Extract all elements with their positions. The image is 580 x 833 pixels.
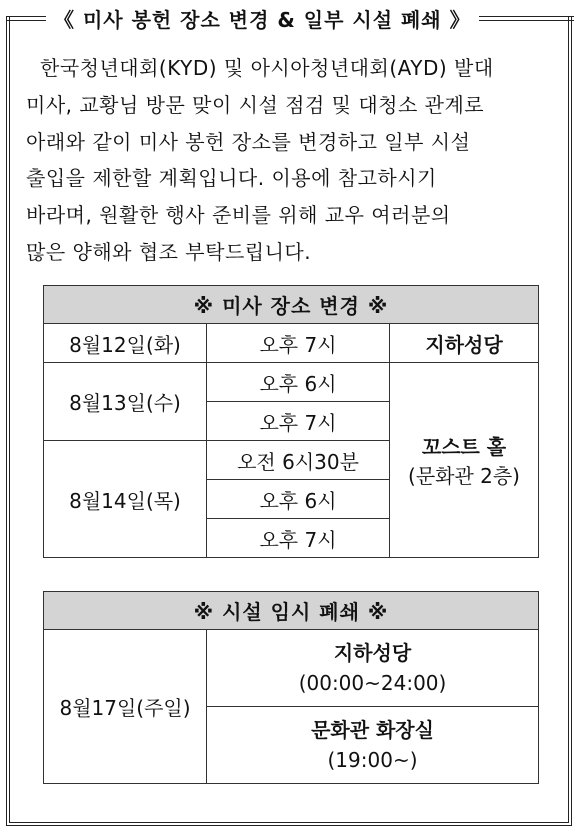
mass-time-cell: 오후 7시: [207, 519, 390, 558]
notice-body: [26, 50, 556, 271]
body-line: 아래와 같이 미사 봉헌 장소를 변경하고 일부 시설: [26, 129, 471, 154]
title-rule-left: [6, 16, 46, 21]
table-row: [44, 630, 539, 707]
closure-item-name: 지하성당: [333, 641, 412, 665]
table-row: [44, 324, 539, 363]
closure-date-cell: 8월17일(주일): [44, 630, 207, 784]
mass-time-cell: 오전 6시30분: [207, 441, 390, 480]
venue-detail: (문화관 2층): [408, 464, 520, 488]
mass-date-cell: 8월12일(화): [44, 324, 207, 363]
notice-title: 《 미사 봉헌 장소 변경 & 일부 시설 폐쇄 》: [54, 7, 471, 32]
body-line: 한국청년대회(KYD) 및 아시아청년대회(AYD) 발대: [40, 56, 494, 80]
mass-time-cell: 오후 7시: [207, 324, 390, 363]
facility-closure-table: [43, 591, 539, 784]
mass-venue-cell: 지하성당: [390, 324, 539, 363]
mass-date-cell: 8월14일(목): [44, 441, 207, 558]
closure-item-hours: (00:00~24:00): [298, 671, 447, 695]
closure-item-cell: [207, 707, 539, 784]
mass-time-cell: 오후 6시: [207, 363, 390, 402]
closure-item-cell: [207, 630, 539, 707]
body-line: 미사, 교황님 방문 맞이 시설 점검 및 대청소 관계로: [26, 92, 485, 117]
closure-item-name: 문화관 화장실: [311, 718, 434, 742]
mass-venue-cell: [390, 363, 539, 558]
notice-title-row: [6, 6, 574, 30]
body-line: 바라며, 원활한 행사 준비를 위해 교우 여러분의: [26, 203, 451, 228]
body-line: 출입을 제한할 계획입니다. 이용에 참고하시기: [26, 166, 437, 191]
closure-item-hours: (19:00~): [327, 748, 418, 772]
mass-time-cell: 오후 6시: [207, 480, 390, 519]
mass-table-heading: ※ 미사 장소 변경 ※: [44, 286, 539, 324]
title-rule-right: [479, 16, 574, 21]
mass-date-cell: 8월13일(수): [44, 363, 207, 441]
venue-name: 꼬스트 홀: [421, 435, 507, 459]
mass-time-cell: 오후 7시: [207, 402, 390, 441]
closure-table-heading: ※ 시설 임시 폐쇄 ※: [44, 592, 539, 630]
body-line: 많은 양해와 협조 부탁드립니다.: [26, 239, 312, 264]
table-row: [44, 363, 539, 402]
mass-location-table: [43, 285, 539, 558]
